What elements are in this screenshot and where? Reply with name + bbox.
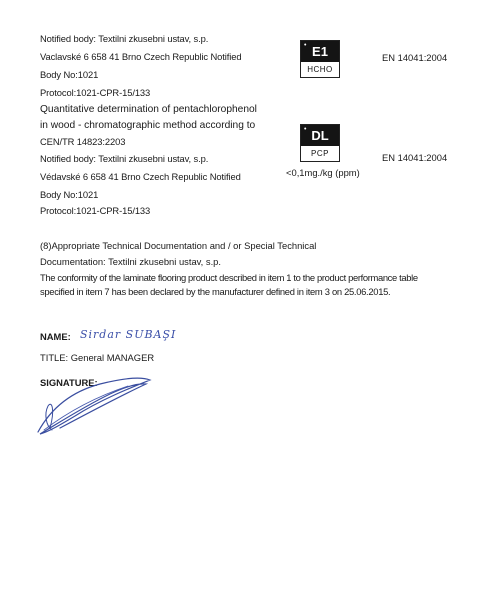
badge-hcho-label: HCHO	[301, 62, 339, 77]
e1-hcho-badge	[300, 40, 340, 78]
block3-line-2: Védavské 6 658 41 Brno Czech Republic Notified	[40, 171, 241, 182]
block1-line-4: Protocol:1021-CPR-15/133	[40, 87, 151, 98]
dl-pcp-badge	[300, 124, 340, 162]
block3-line-3: Body No:1021	[40, 189, 99, 200]
block2-line-2: in wood - chromatographic method according to	[40, 120, 256, 131]
block1-line-3: Body No:1021	[40, 69, 99, 80]
name-label: NAME:	[40, 331, 71, 342]
block3-line-4: Protocol:1021-CPR-15/133	[40, 205, 151, 216]
title-line: TITLE: General MANAGER	[40, 352, 155, 363]
section8-line-4: specified in item 7 has been declared by the manufacturer defined in item 3 on 25.06.2015.	[40, 286, 391, 297]
badge-pcp-label: PCP	[301, 146, 339, 161]
block1-line-2: Vaclavské 6 658 41 Brno Czech Republic Notified	[40, 51, 242, 62]
section8-line-3: The conformity of the laminate flooring product described in item 1 to the product performance table	[40, 272, 418, 283]
standard-en14041-1: EN 14041:2004	[382, 52, 448, 63]
block3-line-1: Notified body: Textilni zkusebni ustav, s.p.	[40, 153, 209, 164]
block2-line-3: CEN/TR 14823:2203	[40, 136, 126, 147]
badge-e1-label: E1	[301, 41, 339, 62]
badge-dl-label: DL	[301, 125, 339, 146]
signature-scribble	[30, 370, 160, 440]
block2-line-1: Quantitative determination of pentachlorophenol	[40, 104, 257, 115]
star-icon: •	[304, 42, 307, 49]
pcp-limit-value: <0,1mg./kg (ppm)	[286, 167, 360, 178]
block1-line-1: Notified body: Textilni zkusebni ustav, s.p.	[40, 33, 209, 44]
standard-en14041-2: EN 14041:2004	[382, 152, 448, 163]
signature-label: SIGNATURE:	[40, 377, 98, 388]
section8-line-2: Documentation: Textilni zkusebni ustav, s.p.	[40, 256, 221, 267]
star-icon: •	[304, 126, 307, 133]
handwritten-name: Sirdar SUBAŞI	[80, 328, 177, 341]
section8-line-1: (8)Appropriate Technical Documentation and / or Special Technical	[40, 240, 317, 251]
